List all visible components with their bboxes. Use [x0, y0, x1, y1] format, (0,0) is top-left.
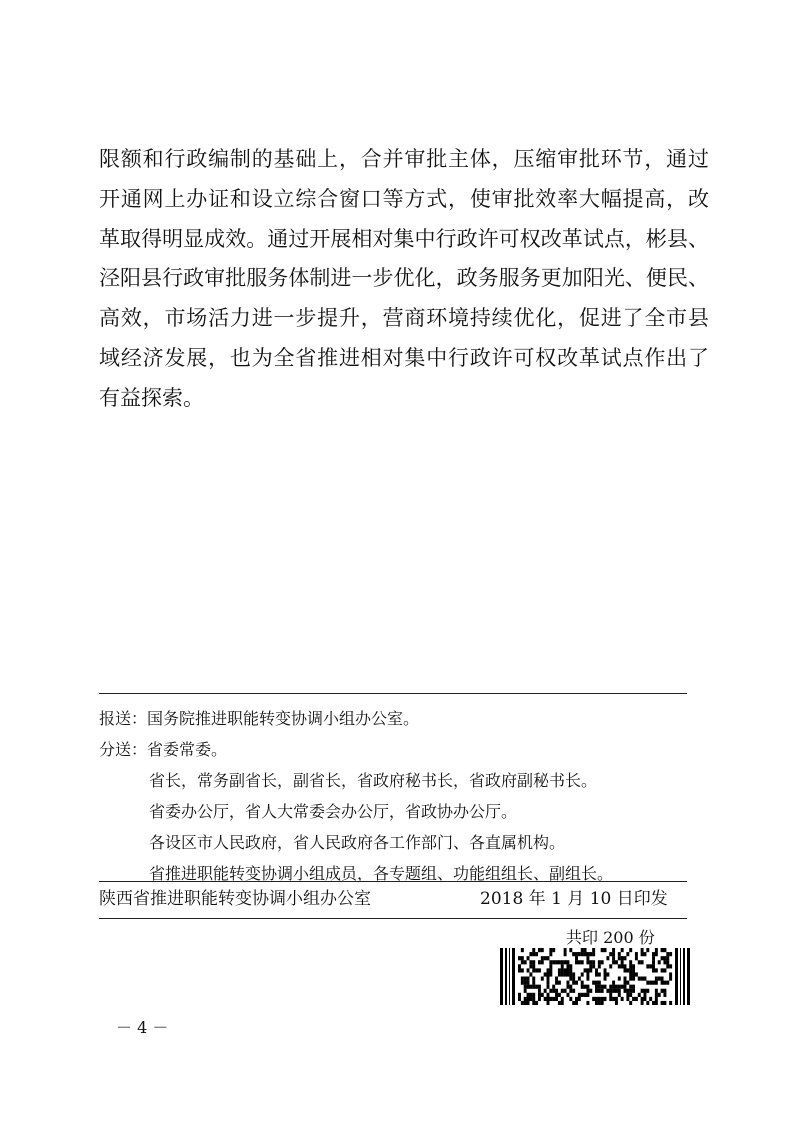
copy-to-recipients: 省委办公厅，省人大常委会办公厅，省政协办公厅。 [149, 802, 518, 821]
distribution-block [99, 703, 699, 889]
copy-to-recipients: 省长，常务副省长，副省长，省政府秘书长，省政府副秘书长。 [149, 771, 598, 790]
footer-bottom-rule [99, 918, 687, 919]
distribution-top-rule [99, 693, 687, 694]
body-line: 限额和行政编制的基础上，合并审批主体，压缩审批环节，通过 [99, 147, 709, 171]
barcode-icon [500, 948, 690, 1005]
body-line: 革取得明显成效。通过开展相对集中行政许可权改革试点，彬县、 [99, 226, 709, 251]
issuance-line [99, 883, 687, 915]
body-line: 泾阳县行政审批服务体制进一步优化，政务服务更加阳光、便民、 [99, 266, 709, 291]
body-line: 开通网上办证和设立综合窗口等方式，使审批效率大幅提高，改 [99, 186, 709, 211]
footer-top-rule [99, 881, 687, 882]
copies-count: 共印 200 份 [566, 928, 655, 947]
report-to-line: 报送：国务院推进职能转变协调小组办公室。 [99, 709, 420, 728]
body-line: 有益探索。 [99, 385, 204, 410]
print-date: 2018 年 1 月 10 日印发 [480, 889, 668, 909]
copy-to-recipients: 省推进职能转变协调小组成员，各专题组、功能组组长、副组长。 [149, 864, 614, 883]
body-paragraph [99, 140, 709, 419]
body-line: 高效，市场活力进一步提升，营商环境持续优化，促进了全市县 [99, 306, 709, 331]
copy-to-recipients: 各设区市人民政府，省人民政府各工作部门、各直属机构。 [149, 833, 566, 852]
copy-to-line: 分送：省委常委。 [99, 740, 228, 759]
page-number: － 4 － [116, 1018, 169, 1037]
body-line: 域经济发展，也为全省推进相对集中行政许可权改革试点作出了 [99, 345, 709, 370]
issuer-name: 陕西省推进职能转变协调小组办公室 [99, 889, 371, 909]
